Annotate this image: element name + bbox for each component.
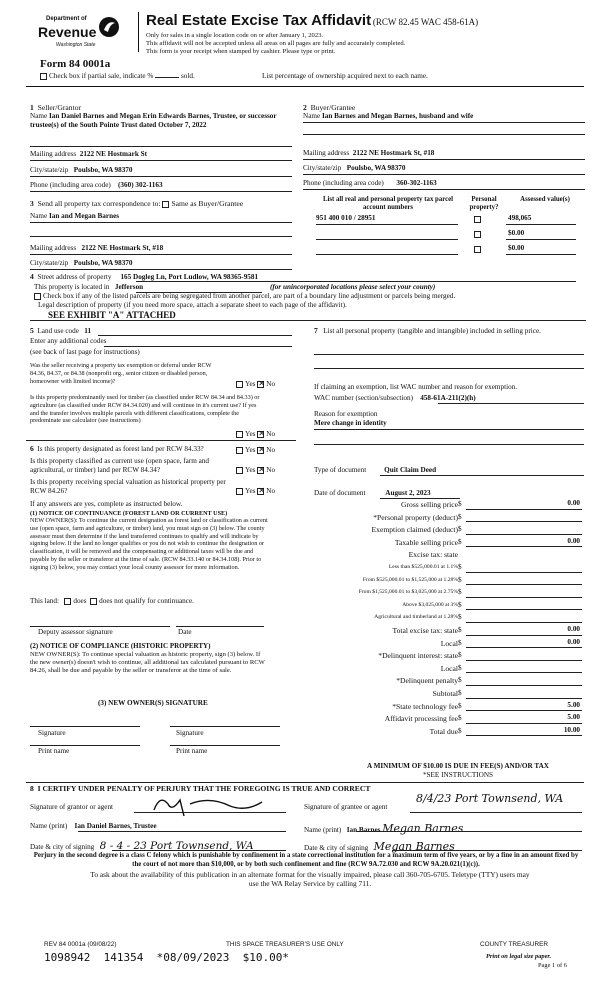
segregated-row: Check box if any of the listed parcels are being segregated from another parcel, are part of a boundary line adjustment or parcels being merged.: [34, 292, 584, 301]
personal-property-checkbox[interactable]: [474, 231, 481, 238]
form-number: Form 84 0001a: [40, 58, 111, 70]
corr-name-row: Name Ian and Megan Barnes: [30, 212, 120, 220]
parcel-value[interactable]: $0.00: [508, 229, 525, 237]
grantee-date-row: Date & city of signing Megan Barnes: [304, 840, 455, 853]
logo-state: Washington State: [56, 42, 96, 48]
dollar-sign: $: [458, 588, 462, 597]
tax-row-label: *Personal property (deduct): [373, 512, 458, 522]
form-title-text: Real Estate Excise Tax Affidavit: [146, 12, 372, 29]
tax-row: [314, 574, 586, 587]
dollar-sign: $: [458, 500, 462, 508]
tax-row: [314, 536, 586, 549]
deputy-date-label: Date: [178, 628, 192, 636]
tax-row-label: Agricultural and timberland at 1.28%: [374, 614, 458, 621]
dollar-sign: $: [458, 714, 462, 723]
treasurer-use: THIS SPACE TREASURER'S USE ONLY: [226, 941, 344, 948]
buyer-city[interactable]: Poulsbo, WA 98370: [346, 164, 406, 172]
corr-city-row: City/state/zip Poulsbo, WA 98370: [30, 259, 133, 267]
form-title-rcw: (RCW 82.45 WAC 458-61A): [372, 17, 479, 27]
correspondence-heading: 3 Send all property tax correspondence to: Same as Buyer/Grantee: [30, 199, 244, 208]
tax-row: [314, 586, 586, 599]
certify-heading: 8 I CERTIFY UNDER PENALTY OF PERJURY THAT THE FOREGOING IS TRUE AND CORRECT: [30, 784, 371, 793]
yes-checkbox[interactable]: [236, 447, 243, 454]
property-street[interactable]: 165 Dogleg Ln, Port Ludlow, WA 98365-9581: [120, 273, 259, 281]
seller-phone[interactable]: (360) 302-1163: [118, 181, 163, 189]
dollar-sign: $: [458, 512, 462, 521]
grantee-name[interactable]: Ian Barnes: [346, 826, 381, 834]
tax-row-value[interactable]: 0.00: [567, 499, 580, 507]
grantee-sig-label: Signature of grantee or agent: [304, 803, 388, 811]
dollar-sign: $: [458, 563, 462, 571]
revenue-logo: [34, 14, 122, 52]
tax-row-label: *Delinquent interest: state: [378, 651, 458, 661]
header-note-3: This form is your receipt when stamped by cashier. Please type or print.: [146, 48, 336, 55]
header-note-2: This affidavit will not be accepted unless all areas on all pages are fully and accurately completed.: [146, 40, 406, 47]
this-land-row: This land: does does not qualify for continuance.: [30, 597, 194, 605]
tax-row-label: Above $3,025,000 at 3%: [402, 601, 458, 608]
seller-name[interactable]: Ian Daniel Barnes and Megan Erin Edwards Barnes, Trustee, or successor trustee(s) of the South Pointe Trust dated October 7, 2022: [30, 112, 277, 129]
tax-row-label: Taxable selling price: [394, 537, 458, 547]
tax-row: [314, 700, 586, 713]
seller-name-row: Name Ian Daniel Barnes and Megan Erin Edwards Barnes, Trustee, or successor trustee(s) of the South Pointe Trust dated October 7, 2022: [30, 112, 277, 129]
land-use-q1-answer: Yes ✕ No: [236, 380, 275, 389]
forest-q2: Is this property classified as current use (open space, farm and agricultural, or timber) land per RCW 84.34?: [30, 457, 210, 474]
land-use-q2-answer: Yes ✕ No: [236, 430, 275, 439]
tax-row-label: Excise tax: state: [408, 550, 458, 560]
deputy-signature-label: Deputy assessor signature: [38, 628, 113, 636]
grantor-sig-label: Signature of grantor or agent: [30, 803, 114, 811]
buyer-city-row: City/state/zip Poulsbo, WA 98370: [303, 164, 406, 172]
additional-codes: Enter any additional codes: [30, 337, 107, 345]
tax-row-value[interactable]: 5.00: [567, 700, 580, 709]
tax-row-label: Total excise tax: state: [392, 626, 458, 635]
dollar-sign: $: [458, 701, 462, 710]
tax-row: [314, 662, 586, 675]
property-street-row: 4 Street address of property 165 Dogleg Ln, Port Ludlow, WA 98365-9581: [30, 272, 259, 281]
forest-q2-answer: Yes ✕ No: [236, 466, 275, 475]
doc-type[interactable]: Quit Claim Deed: [384, 466, 437, 474]
dollar-sign: $: [458, 600, 462, 609]
dollar-sign: $: [458, 537, 462, 546]
corr-name[interactable]: Ian and Megan Barnes: [48, 212, 120, 220]
ownership-note: List percentage of ownership acquired next to each name.: [262, 72, 428, 80]
doc-date-row: Date of document August 2, 2023: [314, 489, 431, 497]
grantee-name-row: Name (print) Ian Barnes Megan Barnes: [304, 822, 464, 835]
tax-row-value[interactable]: 0.00: [567, 536, 580, 545]
tax-row-label: Local: [440, 663, 458, 673]
tax-row-label: Affidavit processing fee: [384, 714, 458, 724]
grantor-name-row: Name (print) Ian Daniel Barnes, Trustee: [30, 822, 157, 830]
grantee-sig-date-hand[interactable]: 8/4/23 Port Townsend, WA: [416, 792, 564, 805]
dollar-sign: $: [458, 651, 462, 660]
does-not-checkbox[interactable]: [90, 598, 97, 605]
no-checkbox[interactable]: [257, 488, 264, 495]
tax-row-value[interactable]: 0.00: [567, 637, 580, 646]
revenue-swirl-icon: [98, 16, 120, 38]
buyer-name-row: Name Ian Barnes and Megan Barnes, husband and wife: [303, 112, 474, 120]
no-checkbox[interactable]: [257, 431, 264, 438]
dollar-sign: $: [458, 575, 462, 584]
dollar-sign: $: [458, 689, 462, 697]
dollar-sign: $: [458, 626, 462, 634]
seller-mailing[interactable]: 2122 NE Hostmark St: [79, 150, 148, 158]
forest-if-any: If any answers are yes, complete as instructed below.: [30, 500, 183, 508]
tax-row: [314, 599, 586, 612]
print-name-label: Print name: [38, 747, 70, 755]
header-note-1: Only for sales in a single location code on or after January 1, 2023.: [146, 32, 324, 39]
reason-label: Reason for exemption: [314, 410, 378, 418]
legal-exhibit[interactable]: SEE EXHIBIT "A" ATTACHED: [48, 310, 176, 320]
tax-row-label: Gross selling price: [401, 500, 458, 509]
dollar-sign: $: [458, 663, 462, 672]
parcel-row: [316, 244, 586, 253]
logo-name: Revenue: [38, 24, 97, 40]
buyer-mailing-row: Mailing address 2122 NE Hostmark St, #18: [303, 149, 435, 157]
buyer-phone[interactable]: 360-302-1163: [396, 179, 437, 187]
grantee-name-hand[interactable]: Megan Barnes: [382, 822, 464, 835]
tax-row: [314, 498, 586, 511]
dollar-sign: $: [458, 525, 462, 534]
legal-description-label: Legal description of property (if you need more space, attach a separate sheet to each page of the affidavit).: [38, 301, 347, 309]
tax-row: [314, 611, 586, 624]
tax-row: [314, 511, 586, 524]
tax-row-value[interactable]: 0.00: [567, 625, 580, 633]
grantor-signature[interactable]: [150, 790, 270, 820]
doc-type-row: Type of document Quit Claim Deed: [314, 466, 437, 474]
parcel-col1: List all real and personal property tax parcel account numbers: [322, 196, 454, 212]
grantor-name[interactable]: Ian Daniel Barnes, Trustee: [74, 822, 157, 830]
seller-city[interactable]: Poulsbo, WA 98370: [73, 166, 133, 174]
yes-checkbox[interactable]: [236, 431, 243, 438]
tax-row: [314, 712, 586, 725]
property-located-row: This property is located in Jefferson: [34, 283, 144, 291]
corr-mailing-row: Mailing address 2122 NE Hostmark St, #18: [30, 244, 164, 252]
tax-row-label: *Delinquent penalty: [396, 676, 458, 686]
notice2-text: NEW OWNER(S): To continue special valuation as historic property, sign (3) below. If the new owner(s) doesn't wish to continue, all additional tax calculated pursuant to RCW 84.26, shall be due and payable by the seller or transferor at the time of sale.: [30, 651, 265, 675]
tax-row: [314, 561, 586, 574]
unincorporated-note: (for unincorporated locations please select your county): [270, 283, 436, 291]
notice1-text: NEW OWNER(S): To continue the current designation as forest land or classification as current use (open space, farm and agriculture, or timber) land, you must sign on (3) below. The county assessor must then determine if the land transferred continues to qualify and will indicate by signing below. If the land no longer qualifies or you do not wish to continue the designation or classification, it will be removed and the compensating or additional taxes will be due and payable by the seller or transferor at the time of sale. (RCW 84.33.140 or 84.34.108). Prior to signing (3) below, you may contact your local county assessor for more information.: [30, 517, 268, 571]
tax-row-label: Less than $525,000.01 at 1.1%: [388, 564, 458, 570]
see-instructions: *SEE INSTRUCTIONS: [422, 771, 494, 779]
no-checkbox[interactable]: [257, 467, 264, 474]
parcel-value[interactable]: $0.00: [508, 244, 525, 252]
reason-value[interactable]: Mere change in identity: [314, 419, 387, 427]
page-number: Page 1 of 6: [538, 962, 567, 969]
forest-q1: 6 Is this property designated as forest land per RCW 84.33?: [30, 444, 204, 453]
tax-table: [314, 498, 586, 778]
same-as-buyer-checkbox[interactable]: [162, 201, 169, 208]
form-revision: REV 84 0001a (09/08/22): [44, 941, 117, 948]
exemption-intro: If claiming an exemption, list WAC number and reason for exemption.: [314, 383, 518, 391]
tax-row-label: Exemption claimed (deduct): [371, 525, 458, 535]
parcel-number[interactable]: 951 400 010 / 28951: [316, 214, 376, 222]
yes-checkbox[interactable]: [236, 488, 243, 495]
forest-q3: Is this property receiving special valuation as historical property per RCW 84.26?: [30, 478, 226, 495]
tax-row-label: Total due: [429, 726, 458, 736]
parcel-value[interactable]: 498,065: [508, 214, 532, 222]
parcel-row: [316, 214, 586, 223]
county-treasurer: COUNTY TREASURER: [480, 941, 548, 948]
perjury-text: Perjury in the second degree is a class C felony which is punishable by confinement in a state correctional institution for a maximum term of five years, or by a fine in an amount fixed by the court of not more than $10,000, or by both such confinement and fine (RCW 9A.72.030 and RCW 9A.20.021(1)(c)).: [33, 852, 579, 868]
tax-row-label: From $525,000.01 to $1,525,000 at 1.28%: [362, 576, 458, 583]
grantee-signature-hand[interactable]: Megan Barnes: [373, 840, 455, 853]
tax-row: [314, 548, 586, 561]
yes-checkbox[interactable]: [236, 381, 243, 388]
tax-row: [314, 624, 586, 637]
buyer-name[interactable]: Ian Barnes and Megan Barnes, husband and wife: [321, 112, 474, 120]
dollar-sign: $: [458, 726, 462, 735]
seller-city-row: City/state/zip Poulsbo, WA 98370: [30, 166, 133, 174]
tax-row: [314, 523, 586, 536]
dollar-sign: $: [458, 613, 462, 622]
buyer-mailing[interactable]: 2122 NE Hostmark St, #18: [352, 149, 435, 157]
buyer-heading: 2 Buyer/Grantee: [303, 103, 356, 112]
partial-sale: [40, 72, 195, 81]
doc-date[interactable]: August 2, 2023: [385, 489, 431, 497]
grantor-date-row: Date & city of signing 8 - 4 - 23 Port Townsend, WA: [30, 840, 254, 852]
see-back: (see back of last page for instructions): [30, 348, 140, 356]
dollar-sign: $: [458, 638, 462, 647]
form-title: [146, 12, 478, 31]
tax-row: [314, 637, 586, 650]
land-use-code[interactable]: 11: [84, 327, 92, 335]
wac-row: WAC number (section/subsection) 458-61A-211(2)(h): [314, 394, 476, 402]
grantor-date-hand[interactable]: 8 - 4 - 23 Port Townsend, WA: [99, 840, 254, 852]
notice2-title: (2) NOTICE OF COMPLIANCE (HISTORIC PROPERTY): [30, 642, 211, 650]
signature-label: Signature: [38, 729, 66, 737]
tax-row-value[interactable]: 10.00: [563, 725, 580, 734]
corr-mailing[interactable]: 2122 NE Hostmark St, #18: [81, 244, 164, 252]
parcel-col3: Assessed value(s): [520, 196, 570, 203]
wac-number[interactable]: 458-61A-211(2)(h): [420, 394, 476, 402]
tax-row-value[interactable]: 5.00: [567, 713, 580, 722]
alt-format-text: To ask about the availability of this publication in an alternate format for the visually impaired, please call 360-705-6705. Teletype (TTY) users may use the WA Relay Service by calling 711.: [90, 870, 530, 889]
personal-property-checkbox[interactable]: [474, 246, 481, 253]
tax-row: [314, 649, 586, 662]
new-owner-signature-heading: (3) NEW OWNER(S) SIGNATURE: [98, 699, 208, 707]
corr-city[interactable]: Poulsbo, WA 98370: [73, 259, 133, 267]
land-use-row: 5 Land use code 11: [30, 326, 92, 335]
minimum-note: A MINIMUM OF $10.00 IS DUE IN FEE(S) AND/OR TAX: [367, 762, 549, 770]
partial-sale-checkbox[interactable]: [40, 73, 47, 80]
personal-property-checkbox[interactable]: [474, 216, 481, 223]
tax-row-label: From $1,525,000.01 to $3,025,000 at 2.75%: [358, 589, 458, 596]
land-use-q2: Is this property predominantly used for timber (as classified under RCW 84.34 and 84.33) or agriculture (as classified under RCW 84.34.020) and will continue in it's current use? If yes and the transfer involves multiple parcels with different classifications, complete the predominate use calculator (see instructions): [30, 394, 260, 425]
segregated-checkbox[interactable]: [34, 293, 41, 300]
parcel-col2: Personal property?: [469, 196, 499, 212]
partial-sale-label: Check box if partial sale, indicate %: [49, 72, 154, 80]
yes-checkbox[interactable]: [236, 467, 243, 474]
no-checkbox[interactable]: [257, 447, 264, 454]
partial-sold-label: sold.: [180, 72, 195, 80]
print-name-label: Print name: [176, 747, 208, 755]
tax-row-label: Subtotal: [432, 689, 458, 698]
no-checkbox[interactable]: [257, 381, 264, 388]
logo-dept: Department of: [46, 16, 87, 22]
tax-row: [314, 674, 586, 687]
personal-property-text: 7 List all personal property (tangible and intangible) included in selling price.: [314, 326, 541, 335]
tax-row-label: Local: [440, 638, 458, 648]
forest-q3-answer: Yes ✕ No: [236, 487, 275, 496]
signature-label: Signature: [176, 729, 204, 737]
tax-row: [314, 725, 586, 738]
seller-mailing-row: Mailing address 2122 NE Hostmark St: [30, 150, 148, 158]
tax-row-label: *State technology fee: [392, 701, 458, 711]
buyer-phone-row: Phone (including area code) 360-302-1163: [303, 179, 437, 187]
land-use-q1: Was the seller receiving a property tax exemption or deferral under RCW 84.36, 84.37, or 84.38 (nonprofit org., senior citizen or disabled person, homeowner with limited income)?: [30, 362, 212, 385]
seller-heading: 1 Seller/Grantor: [30, 103, 82, 112]
parcel-row: [316, 229, 586, 238]
legal-paper-note: Print on legal size paper.: [486, 953, 552, 960]
tax-row: [314, 687, 586, 700]
does-checkbox[interactable]: [64, 598, 71, 605]
property-county[interactable]: Jefferson: [114, 283, 144, 291]
dollar-sign: $: [458, 676, 462, 685]
forest-q1-answer: Yes ✕ No: [236, 446, 275, 455]
notice1-title: (1) NOTICE OF CONTINUANCE (FOREST LAND OR CURRENT USE): [30, 510, 228, 517]
treasurer-stamp: 1098942 141354 *08/09/2023 $10.00*: [44, 951, 290, 964]
seller-phone-row: Phone (including area code) (360) 302-1163: [30, 181, 163, 189]
